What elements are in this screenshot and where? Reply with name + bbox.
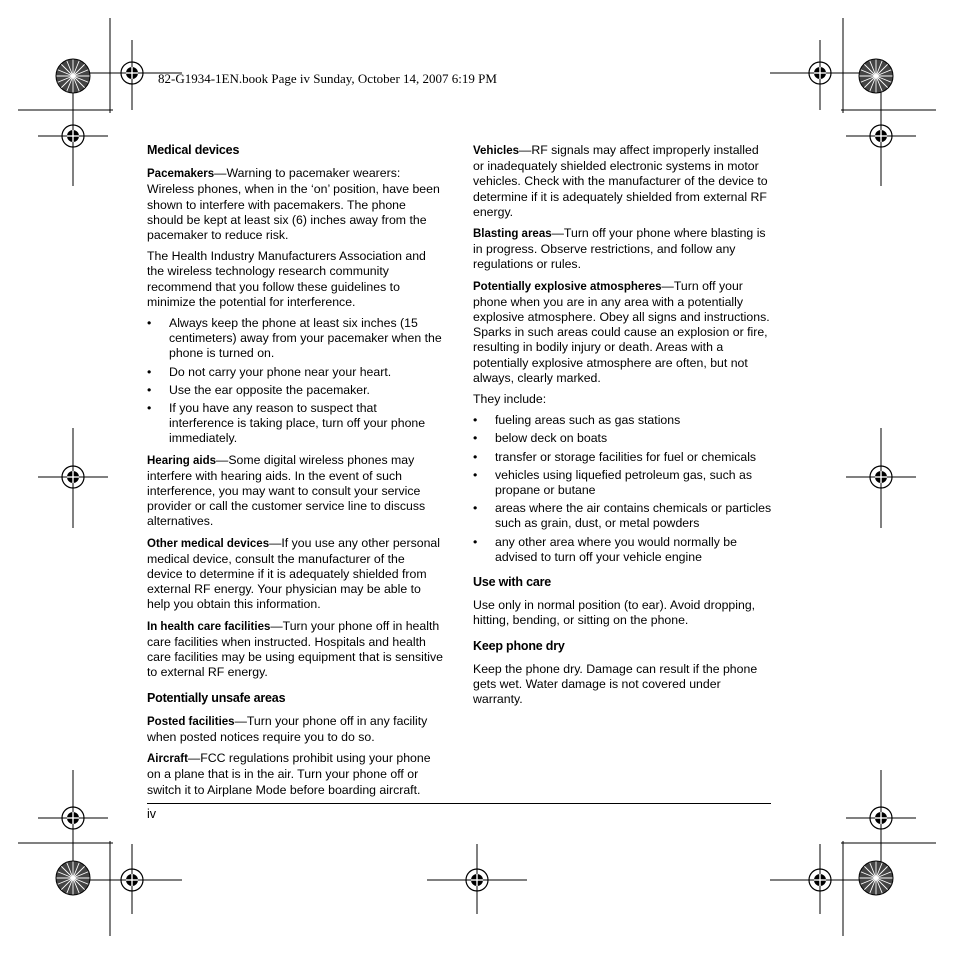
list-item: • vehicles using liquefied petroleum gas, such as propane or butane [473,468,773,498]
term-pacemakers: Pacemakers [147,168,215,181]
paragraph-posted-facilities: Posted facilities—Turn your phone off in any facility when posted notices require you to do so. [147,713,428,744]
paragraph-aircraft: Aircraft—FCC regulations prohibit using your phone on a plane that is in the air. Turn your phone off or switch it to Airplane Mode before boarding aircraft. [147,751,431,797]
heading-unsafe-areas: Potentially unsafe areas [147,690,286,705]
list-item: • any other area where you would normally be advised to turn off your vehicle engine [473,535,773,565]
footer-rule [147,803,771,804]
paragraph-pacemakers: Pacemakers—Warning to pacemaker wearers: Wireless phones, when in the ‘on’ position, have been shown to interfere with pacemakers. The phone should be kept at least six (6) inches away from the pacemaker to reduce risk. [147,166,440,243]
left-column [147,143,443,804]
term-explosive-atmospheres: Potentially explosive atmospheres [473,280,662,293]
term-vehicles: Vehicles [473,145,520,157]
paragraph-health-care: In health care facilities—Turn your phone off in health care facilities when instructed. Hospitals and health care facilities may be using equipment that is sensitive to external RF energy. [147,618,443,680]
list-item: • below deck on boats [473,431,773,446]
list-item: • If you have any reason to suspect that interference is taking place, turn off your phone immediately. [147,401,443,447]
explosive-areas-list [473,413,773,565]
list-item: • Use the ear opposite the pacemaker. [147,383,443,398]
paragraph-hearing-aids: Hearing aids—Some digital wireless phones may interfere with hearing aids. In the event of such interference, you may want to consult your service provider or call the customer service line to discuss alternatives. [147,452,426,529]
term-aircraft: Aircraft [147,753,188,766]
paragraph-use-with-care: Use only in normal position (to ear). Avoid dropping, hitting, bending, or sitting on the phone. [473,598,756,628]
heading-medical-devices: Medical devices [147,143,240,157]
heading-keep-phone-dry: Keep phone dry [473,638,565,653]
right-column [473,143,773,714]
paragraph-hima: The Health Industry Manufacturers Association and the wireless technology research community recommend that you follow these guidelines to minimize the potential for interference. [147,249,426,309]
heading-use-with-care: Use with care [473,575,551,590]
paragraph-explosive: Potentially explosive atmospheres—Turn off your phone when you are in any area with a potentially explosive atmosphere. Obey all signs and instructions. Sparks in such areas could cause an explosion or fire, resulting in bodily injury or death. Areas with a potentially explosive atmosphere are often, but not always, clearly marked. [473,278,770,385]
list-item: • fueling areas such as gas stations [473,413,773,428]
term-blasting-areas: Blasting areas [473,228,552,241]
list-item: • areas where the air contains chemicals or particles such as grain, dust, or metal powders [473,501,773,531]
page-number: iv [147,807,157,821]
term-health-care-facilities: In health care facilities [147,620,271,633]
list-item: • transfer or storage facilities for fuel or chemicals [473,450,773,465]
term-hearing-aids: Hearing aids [147,454,217,467]
print-slug-header: 82-G1934-1EN.book Page iv Sunday, October 14, 2007 6:19 PM [158,71,497,86]
list-item: • Always keep the phone at least six inches (15 centimeters) away from your pacemaker when the phone is turned on. [147,316,443,362]
paragraph-blasting: Blasting areas—Turn off your phone where blasting is in progress. Observe restrictions, and follow any regulations or rules. [473,226,766,272]
paragraph-they-include: They include: [473,392,547,407]
paragraph-vehicles: Vehicles—RF signals may affect improperly installed or inadequately shielded electronic systems in motor vehicles. Check with the manufacturer of the device to determine if it is adequately shielded from external RF energy. [473,143,768,219]
term-posted-facilities: Posted facilities [147,715,235,728]
list-item: • Do not carry your phone near your heart. [147,365,443,380]
paragraph-other-medical: Other medical devices—If you use any other personal medical device, consult the manufacturer of the device to determine if it is adequately shielded from external RF energy. Your physician may be able to help you obtain this information. [147,535,440,612]
paragraph-keep-phone-dry: Keep the phone dry. Damage can result if the phone gets wet. Water damage is not covered under warranty. [473,661,758,707]
pacemaker-guidelines-list [147,316,443,447]
term-other-medical-devices: Other medical devices [147,537,270,550]
